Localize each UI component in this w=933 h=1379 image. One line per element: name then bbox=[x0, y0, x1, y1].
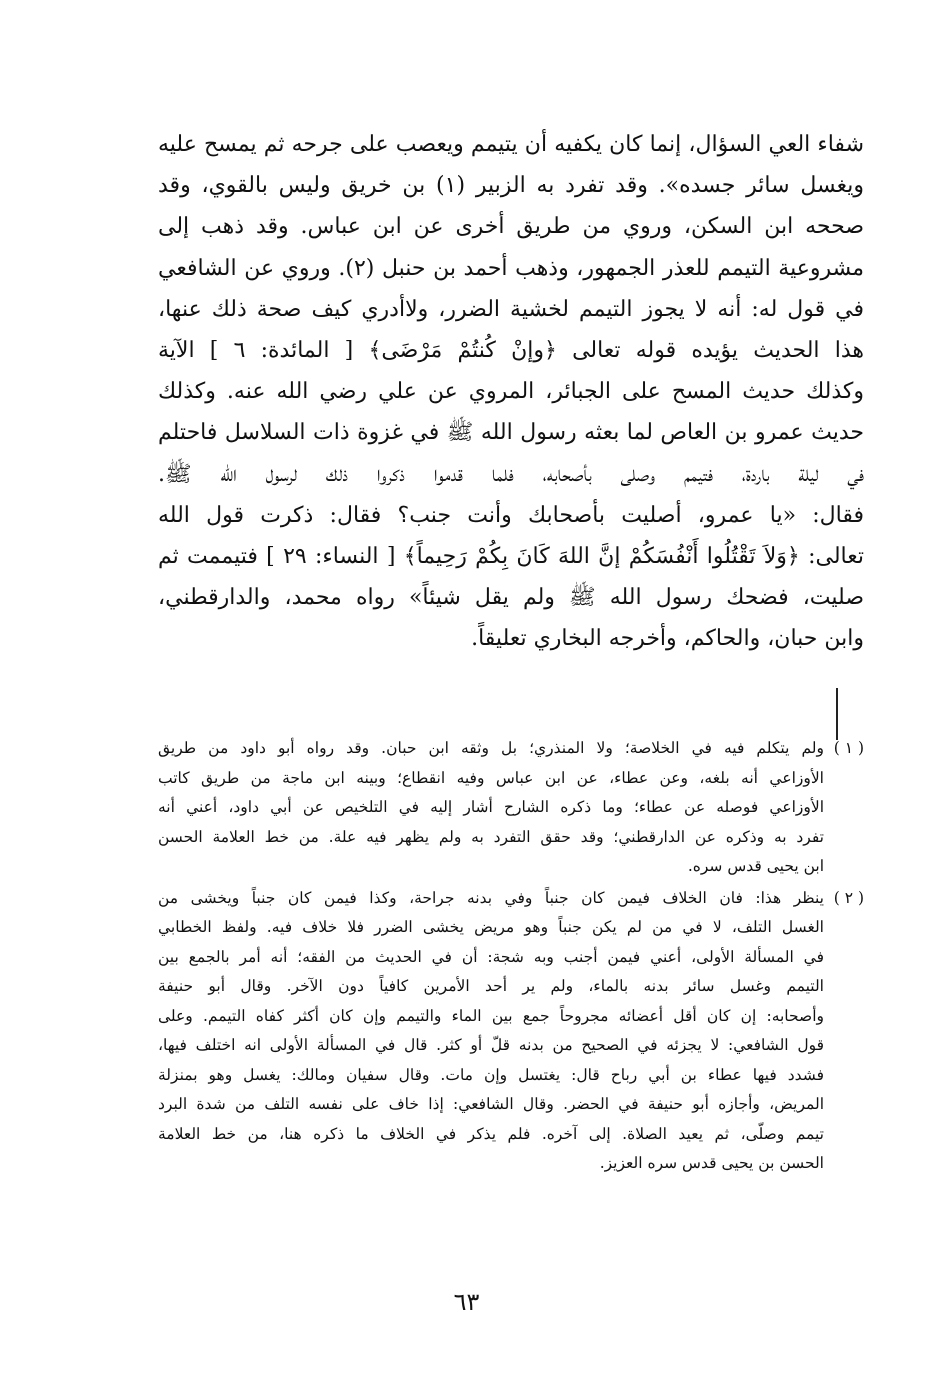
footnote-line: الأوزاعي أنه بلغه، وعن عطاء، عن ابن عباس وفيه انقطاع؛ وبينه ابن ماجة من طريق كاتب bbox=[158, 768, 824, 787]
main-text-line: تعالى: ﴿وَلاَ تَقْتُلُوا أَنْفُسَكُمْ إنَّ اللهَ كَانَ بِكُمْ رَحِيماً﴾ [ النساء: ٢٩ ] فتيممت ثم bbox=[158, 543, 864, 569]
main-text-line: صححه ابن السكن، وروي من طريق أخرى عن ابن عباس. وقد ذهب إلى bbox=[158, 214, 864, 240]
main-text-line: شفاء العي السؤال، إنما كان يكفيه أن يتيمم ويعصب على جرحه ثم يمسح عليه bbox=[158, 132, 864, 157]
main-text-line: حديث عمرو بن العاص لما بعثه رسول الله ﷺ في غزوة ذات السلاسل فاحتلم bbox=[158, 420, 864, 446]
footnote-line: الحسن بن يحيى قدس سره العزيز. bbox=[599, 1154, 824, 1172]
main-text-line: مشروعية التيمم للعذر الجمهور، وذهب أحمد بن حنبل (٢). وروي عن الشافعي bbox=[158, 255, 864, 281]
margin-rule bbox=[836, 688, 838, 740]
main-text-line: هذا الحديث يؤيده قوله تعالى ﴿وإنْ كُنتُمْ مَرْضَى﴾ [ المائدة: ٦ ] الآية bbox=[158, 337, 864, 363]
footnote bbox=[158, 884, 864, 1179]
main-text-line: في قول له: أنه لا يجوز التيمم لخشية الضرر، ولاأدري كيف صحة ذلك عنها، bbox=[158, 296, 864, 322]
main-text-line: ويغسل سائر جسده». وقد تفرد به الزبير (١) بن خريق وليس بالقوي، وقد bbox=[158, 173, 864, 199]
footnote bbox=[158, 734, 864, 882]
footnotes-block bbox=[158, 734, 864, 1181]
footnote-line: قول الشافعي: لا يجزئه في الصحيح من بدنه قلّ أو كثر. قال في المسألة الأولى انه اختلف فيها، bbox=[158, 1036, 824, 1054]
footnote-line: تيمم وصلّى، ثم يعيد الصلاة. إلى آخره. فلم يذكر في الخلاف ما ذكره هنا، من خط العلامة bbox=[158, 1124, 824, 1143]
page-number: ٦٣ bbox=[453, 1288, 480, 1316]
footnote-line: ينظر هذا: فان الخلاف فيمن كان جنباً وفي بدنه جراحة، وكذا فيمن كان جنباً ويخشى من bbox=[158, 888, 824, 907]
footnote-line: ولم يتكلم فيه في الخلاصة؛ ولا المنذري؛ بل وثقه ابن حبان. وقد رواه أبو داود من طريق bbox=[158, 739, 824, 757]
main-text-line: فقال: «يا عمرو، أصليت بأصحابك وأنت جنب؟ فقال: ذكرت قول الله bbox=[158, 502, 864, 528]
footnote-line: فشدد فيها عطاء بن أبي رباح قال: يغتسل وإن مات. وقال سفيان ومالك: يغسل وهو بمنزلة bbox=[158, 1065, 824, 1084]
main-text-line: وابن حبان، والحاكم، وأخرجه البخاري تعليقاً. bbox=[471, 626, 864, 652]
footnote-line: في المسألة الأولى، أعني فيمن أجنب وبه شجة: أن في الحديث من الفقه؛ أنه أمر بالجمع بين bbox=[158, 947, 824, 966]
footnote-marker: ( ٢ ) bbox=[833, 888, 864, 907]
footnote-line: الغسل التلف، لا في من لم يكن جنباً وهو مريض يخشى الضرر فلا خلاف فيه. ولفظ الخطابي bbox=[158, 918, 824, 936]
main-text-line: صليت، فضحك رسول الله ﷺ ولم يقل شيئاً» رواه محمد، والدارقطني، bbox=[158, 585, 864, 611]
footnote-line: وأصحابه: إن كان أقل أعضائه مجروحاً جمع بين الماء والتيمم وإن كان أكثر كفاه التيمم. وعلى bbox=[158, 1006, 824, 1025]
footnote-line: التيمم وغسل سائر بدنه بالماء، ولم ير أحد الأمرين كافياً دون الآخر. وقال أبو حنيفة bbox=[158, 977, 824, 995]
main-text-line: في ليلة باردة، فتيمم وصلى بأصحابه، فلما قدموا ذكروا ذلك لرسول الله ﷺ. bbox=[158, 461, 864, 487]
main-text-line: وكذلك حديث المسح على الجبائر، المروي عن علي رضي الله عنه. وكذلك bbox=[158, 379, 864, 405]
main-text-block bbox=[158, 124, 864, 659]
footnote-marker: ( ١ ) bbox=[833, 739, 864, 757]
footnote-line: تفرد به وذكره عن الدارقطني؛ وقد حقق التفرد به ولم يظهر فيه علة. من خط العلامة الحسن bbox=[158, 827, 824, 846]
footnote-line: الأوزاعي فوصله عن عطاء؛ وما ذكره الشارح أشار إليه في التلخيص عن أبي داود، أعني أنه bbox=[158, 798, 824, 816]
footnote-line: ابن يحيى قدس سره. bbox=[687, 857, 824, 875]
footnote-line: المريض، وأجازه أبو حنيفة في الحضر. وقال الشافعي: إذا خاف على نفسه التلف من شدة البرد bbox=[158, 1095, 824, 1113]
